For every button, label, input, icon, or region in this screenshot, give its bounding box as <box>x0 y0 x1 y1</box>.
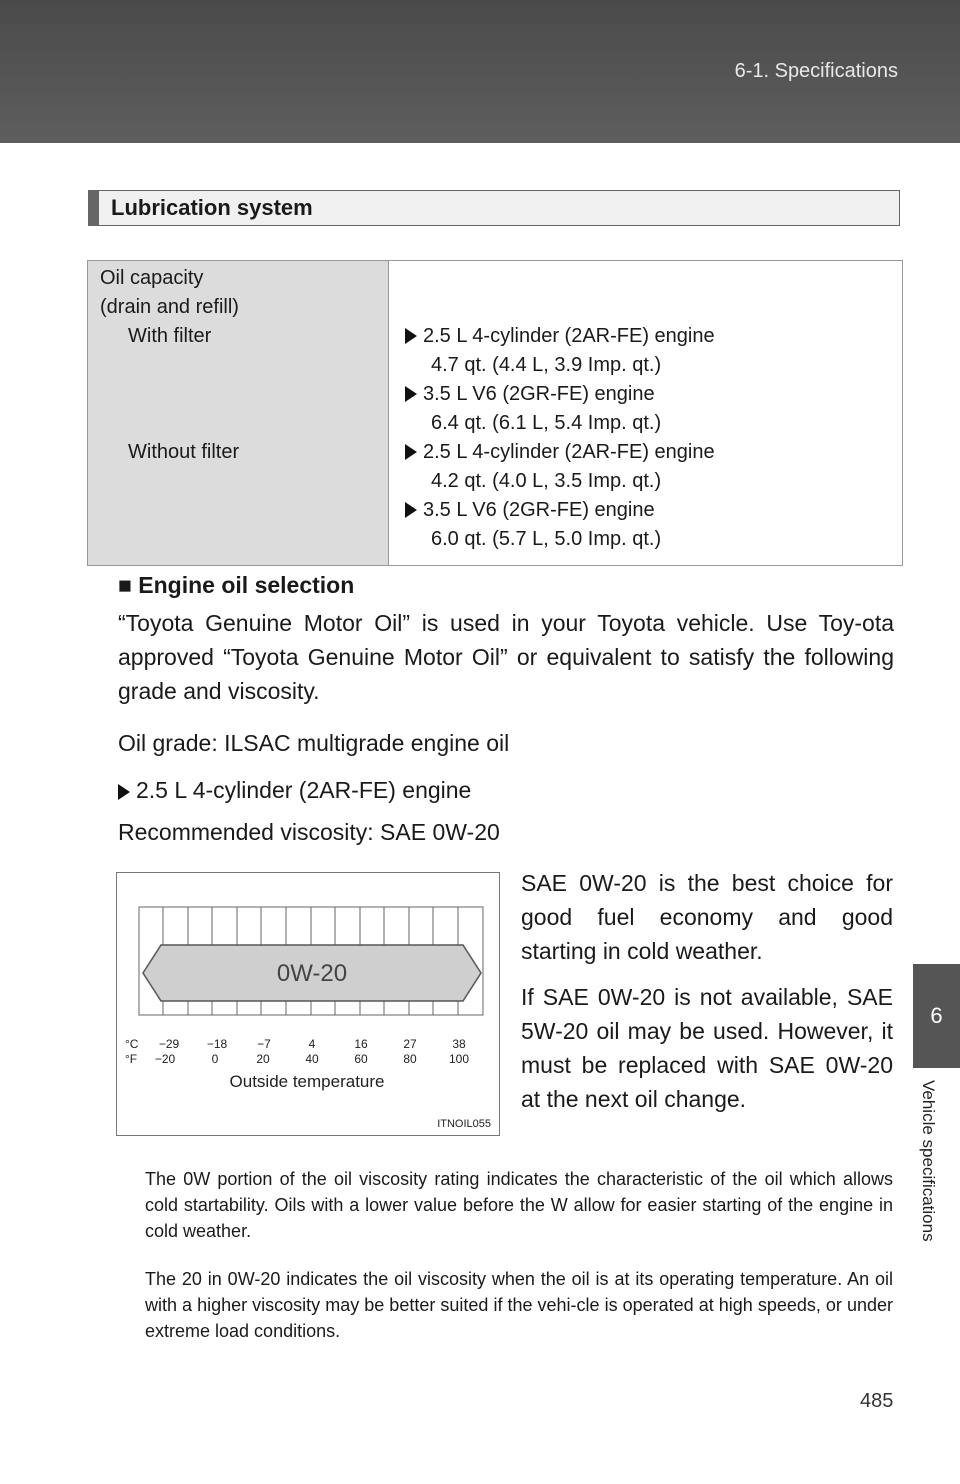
drain-refill-label: (drain and refill) <box>100 296 239 318</box>
f-tick-6: 80 <box>403 1052 417 1066</box>
f-tick-2: 0 <box>211 1052 219 1066</box>
viscosity-chart <box>117 873 499 1135</box>
page-header <box>0 0 960 143</box>
arrow-icon <box>405 444 417 460</box>
page-number: 485 <box>860 1390 894 1412</box>
section-title: 6-1. Specifications <box>734 60 898 82</box>
spec-engine-1: 2.5 L 4-cylinder (2AR-FE) engine <box>405 325 715 348</box>
section-heading <box>88 190 900 226</box>
arrow-icon <box>118 784 130 800</box>
oil-capacity-label: Oil capacity <box>100 267 204 289</box>
note-20: The 20 in 0W-20 indicates the oil viscosity when the oil is at its operating temperature. An oil with a higher viscosity may be better suited if the vehi-cle is operated at high speeds, or under extreme load conditions. <box>145 1269 893 1341</box>
c-tick-7: 38 <box>452 1037 466 1051</box>
spec-value-2: 6.4 qt. (6.1 L, 5.4 Imp. qt.) <box>431 412 662 434</box>
spec-engine-4: 3.5 L V6 (2GR-FE) engine <box>405 499 655 522</box>
oil-capacity-table <box>87 260 903 566</box>
alternative-oil-text: If SAE 0W-20 is not available, SAE 5W-20 oil may be used. However, it must be replaced with SAE 0W-20 at the next oil change. <box>521 984 893 1112</box>
spec-value-4: 6.0 qt. (5.7 L, 5.0 Imp. qt.) <box>431 528 662 550</box>
arrow-icon <box>405 502 417 518</box>
f-tick-4: 40 <box>305 1052 319 1066</box>
spec-value-3: 4.2 qt. (4.0 L, 3.5 Imp. qt.) <box>431 470 662 492</box>
chapter-side-label <box>918 1080 954 1370</box>
f-unit-label: °F <box>125 1052 138 1066</box>
best-choice-text: SAE 0W-20 is the best choice for good fuel economy and good starting in cold weather. <box>521 870 893 964</box>
heading-bar <box>89 191 99 225</box>
chapter-tab <box>913 964 960 1068</box>
c-tick-1: −29 <box>158 1037 180 1051</box>
recommended-viscosity: Recommended viscosity: SAE 0W-20 <box>118 819 500 845</box>
heading-marker: ■ <box>118 572 132 598</box>
chapter-title: Vehicle specifications <box>919 1080 938 1242</box>
f-tick-7: 100 <box>448 1052 470 1066</box>
with-filter-label: With filter <box>128 325 212 347</box>
section-heading-text: Lubrication system <box>111 195 313 220</box>
figure-caption: Outside temperature <box>229 1072 385 1091</box>
c-tick-2: −18 <box>206 1037 228 1051</box>
c-unit-label: °C <box>125 1037 139 1051</box>
band-label: 0W-20 <box>276 960 348 987</box>
arrow-icon <box>405 328 417 344</box>
f-tick-1: −20 <box>154 1052 176 1066</box>
oil-selection-paragraph: “Toyota Genuine Motor Oil” is used in your Toyota vehicle. Use Toy-ota approved “Toyota Genuine Motor Oil” or equivalent to satisfy the following grade and viscosity. <box>118 610 894 704</box>
spec-value-cell <box>389 261 902 565</box>
c-tick-3: −7 <box>257 1037 271 1051</box>
spec-engine-2: 3.5 L V6 (2GR-FE) engine <box>405 383 655 406</box>
c-tick-5: 16 <box>354 1037 368 1051</box>
without-filter-label: Without filter <box>128 441 240 463</box>
figure-code: ITNOIL055 <box>437 1118 491 1130</box>
c-tick-6: 27 <box>403 1037 417 1051</box>
engine-variant: 2.5 L 4-cylinder (2AR-FE) engine <box>118 773 471 807</box>
f-tick-3: 20 <box>256 1052 270 1066</box>
arrow-icon <box>405 386 417 402</box>
spec-engine-3: 2.5 L 4-cylinder (2AR-FE) engine <box>405 441 715 464</box>
f-tick-5: 60 <box>354 1052 368 1066</box>
chapter-number: 6 <box>930 1003 943 1028</box>
oil-selection-heading: ■ Engine oil selection <box>118 572 355 598</box>
oil-grade-text: Oil grade: ILSAC multigrade engine oil <box>118 730 510 756</box>
spec-label-cell <box>88 261 389 565</box>
spec-value-1: 4.7 qt. (4.4 L, 3.9 Imp. qt.) <box>431 354 662 376</box>
viscosity-temperature-figure <box>116 872 500 1136</box>
note-0w: The 0W portion of the oil viscosity rating indicates the characteristic of the oil which allows cold startability. Oils with a lower value before the W allow for easier starting of the engine in cold weather. <box>145 1169 893 1241</box>
c-tick-4: 4 <box>308 1037 316 1051</box>
